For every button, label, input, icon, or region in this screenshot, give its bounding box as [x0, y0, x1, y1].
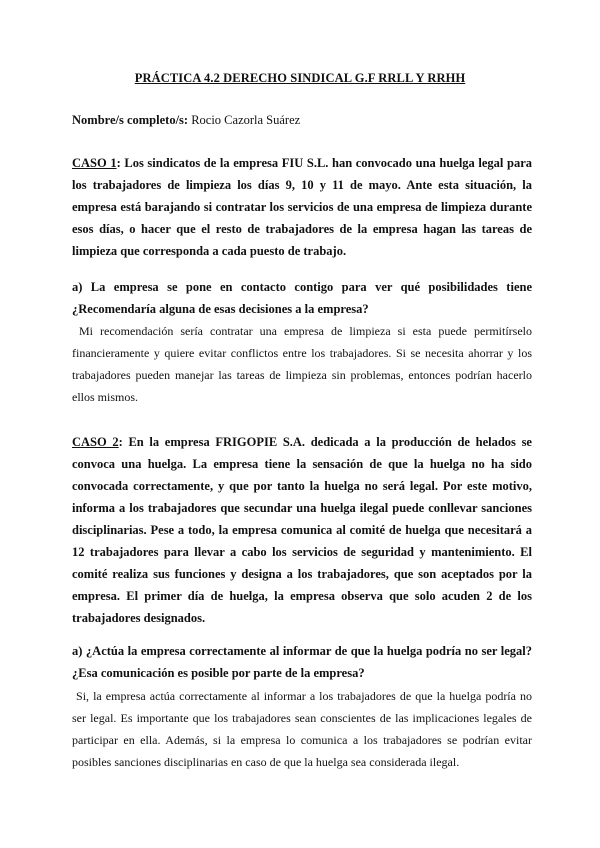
document-title: PRÁCTICA 4.2 DERECHO SINDICAL G.F RRLL Y RRHH [134, 71, 466, 85]
case-2-text: : En la empresa FRIGOPIE S.A. dedicada a la producción de helados se convoca una huelga. La empresa tiene la sensación de que la huelga no ha sido convocada correctamente, y que por tanto la huelga no será legal. Por este motivo, informa a los trabajadores que secundar una huelga ilegal puede conllevar sanciones disciplinarias. Pese a todo, la empresa comunica al comité de huelga que necesitará a 12 trabajadores para llevar a cabo los servicios de seguridad y mantenimiento. El comité realiza sus funciones y designa a los trabajadores, que son aceptados por la empresa. El primer día de huelga, la empresa observa que solo acuden 2 de los trabajadores designados. [72, 435, 532, 625]
name-label: Nombre/s completo/s: [72, 113, 189, 127]
case-1-label: CASO 1 [72, 156, 117, 170]
case-1-answer-text: Mi recomendación sería contratar una empresa de limpieza si esta puede permitírselo financieramente y quiere evitar conflictos entre los trabajadores. Si se necesita ahorrar y los trabajadores pueden manejar las tareas de limpieza sin problemas, entonces podrían hacerlo ellos mismos. [72, 324, 532, 404]
student-name-line [72, 113, 300, 128]
case-1-question: a) La empresa se pone en contacto contigo para ver qué posibilidades tiene ¿Recomendaría alguna de esas decisiones a la empresa? [72, 280, 532, 316]
case-2-question: a) ¿Actúa la empresa correctamente al informar de que la huelga podría no ser legal?¿Esa comunicación es posible por parte de la empresa? [72, 644, 532, 680]
case-2-statement [72, 431, 532, 629]
case-2-answer-text: Si, la empresa actúa correctamente al informar a los trabajadores de que la huelga podría no ser legal. Es importante que los trabajadores sean conscientes de las implicaciones legales de participar en ella. Además, si la empresa lo comunica a los trabajadores se podrían evitar posibles sanciones disciplinarias en caso de que la huelga sea considerada ilegal. [72, 689, 533, 769]
case-1-text: : Los sindicatos de la empresa FIU S.L. han convocado una huelga legal para los trabajadores de limpieza los días 9, 10 y 11 de mayo. Ante esta situación, la empresa está barajando si contratar los servicios de una empresa de limpieza durante esos días, o hacer que el resto de trabajadores de la empresa hagan las tareas de limpieza que corresponda a cada puesto de trabajo. [72, 156, 532, 258]
case-1-statement [72, 152, 532, 262]
case-2-answer [72, 685, 532, 773]
case-2-label: CASO 2 [72, 435, 119, 449]
case-1-answer [72, 320, 532, 408]
name-value: Rocio Cazorla Suárez [188, 113, 301, 127]
